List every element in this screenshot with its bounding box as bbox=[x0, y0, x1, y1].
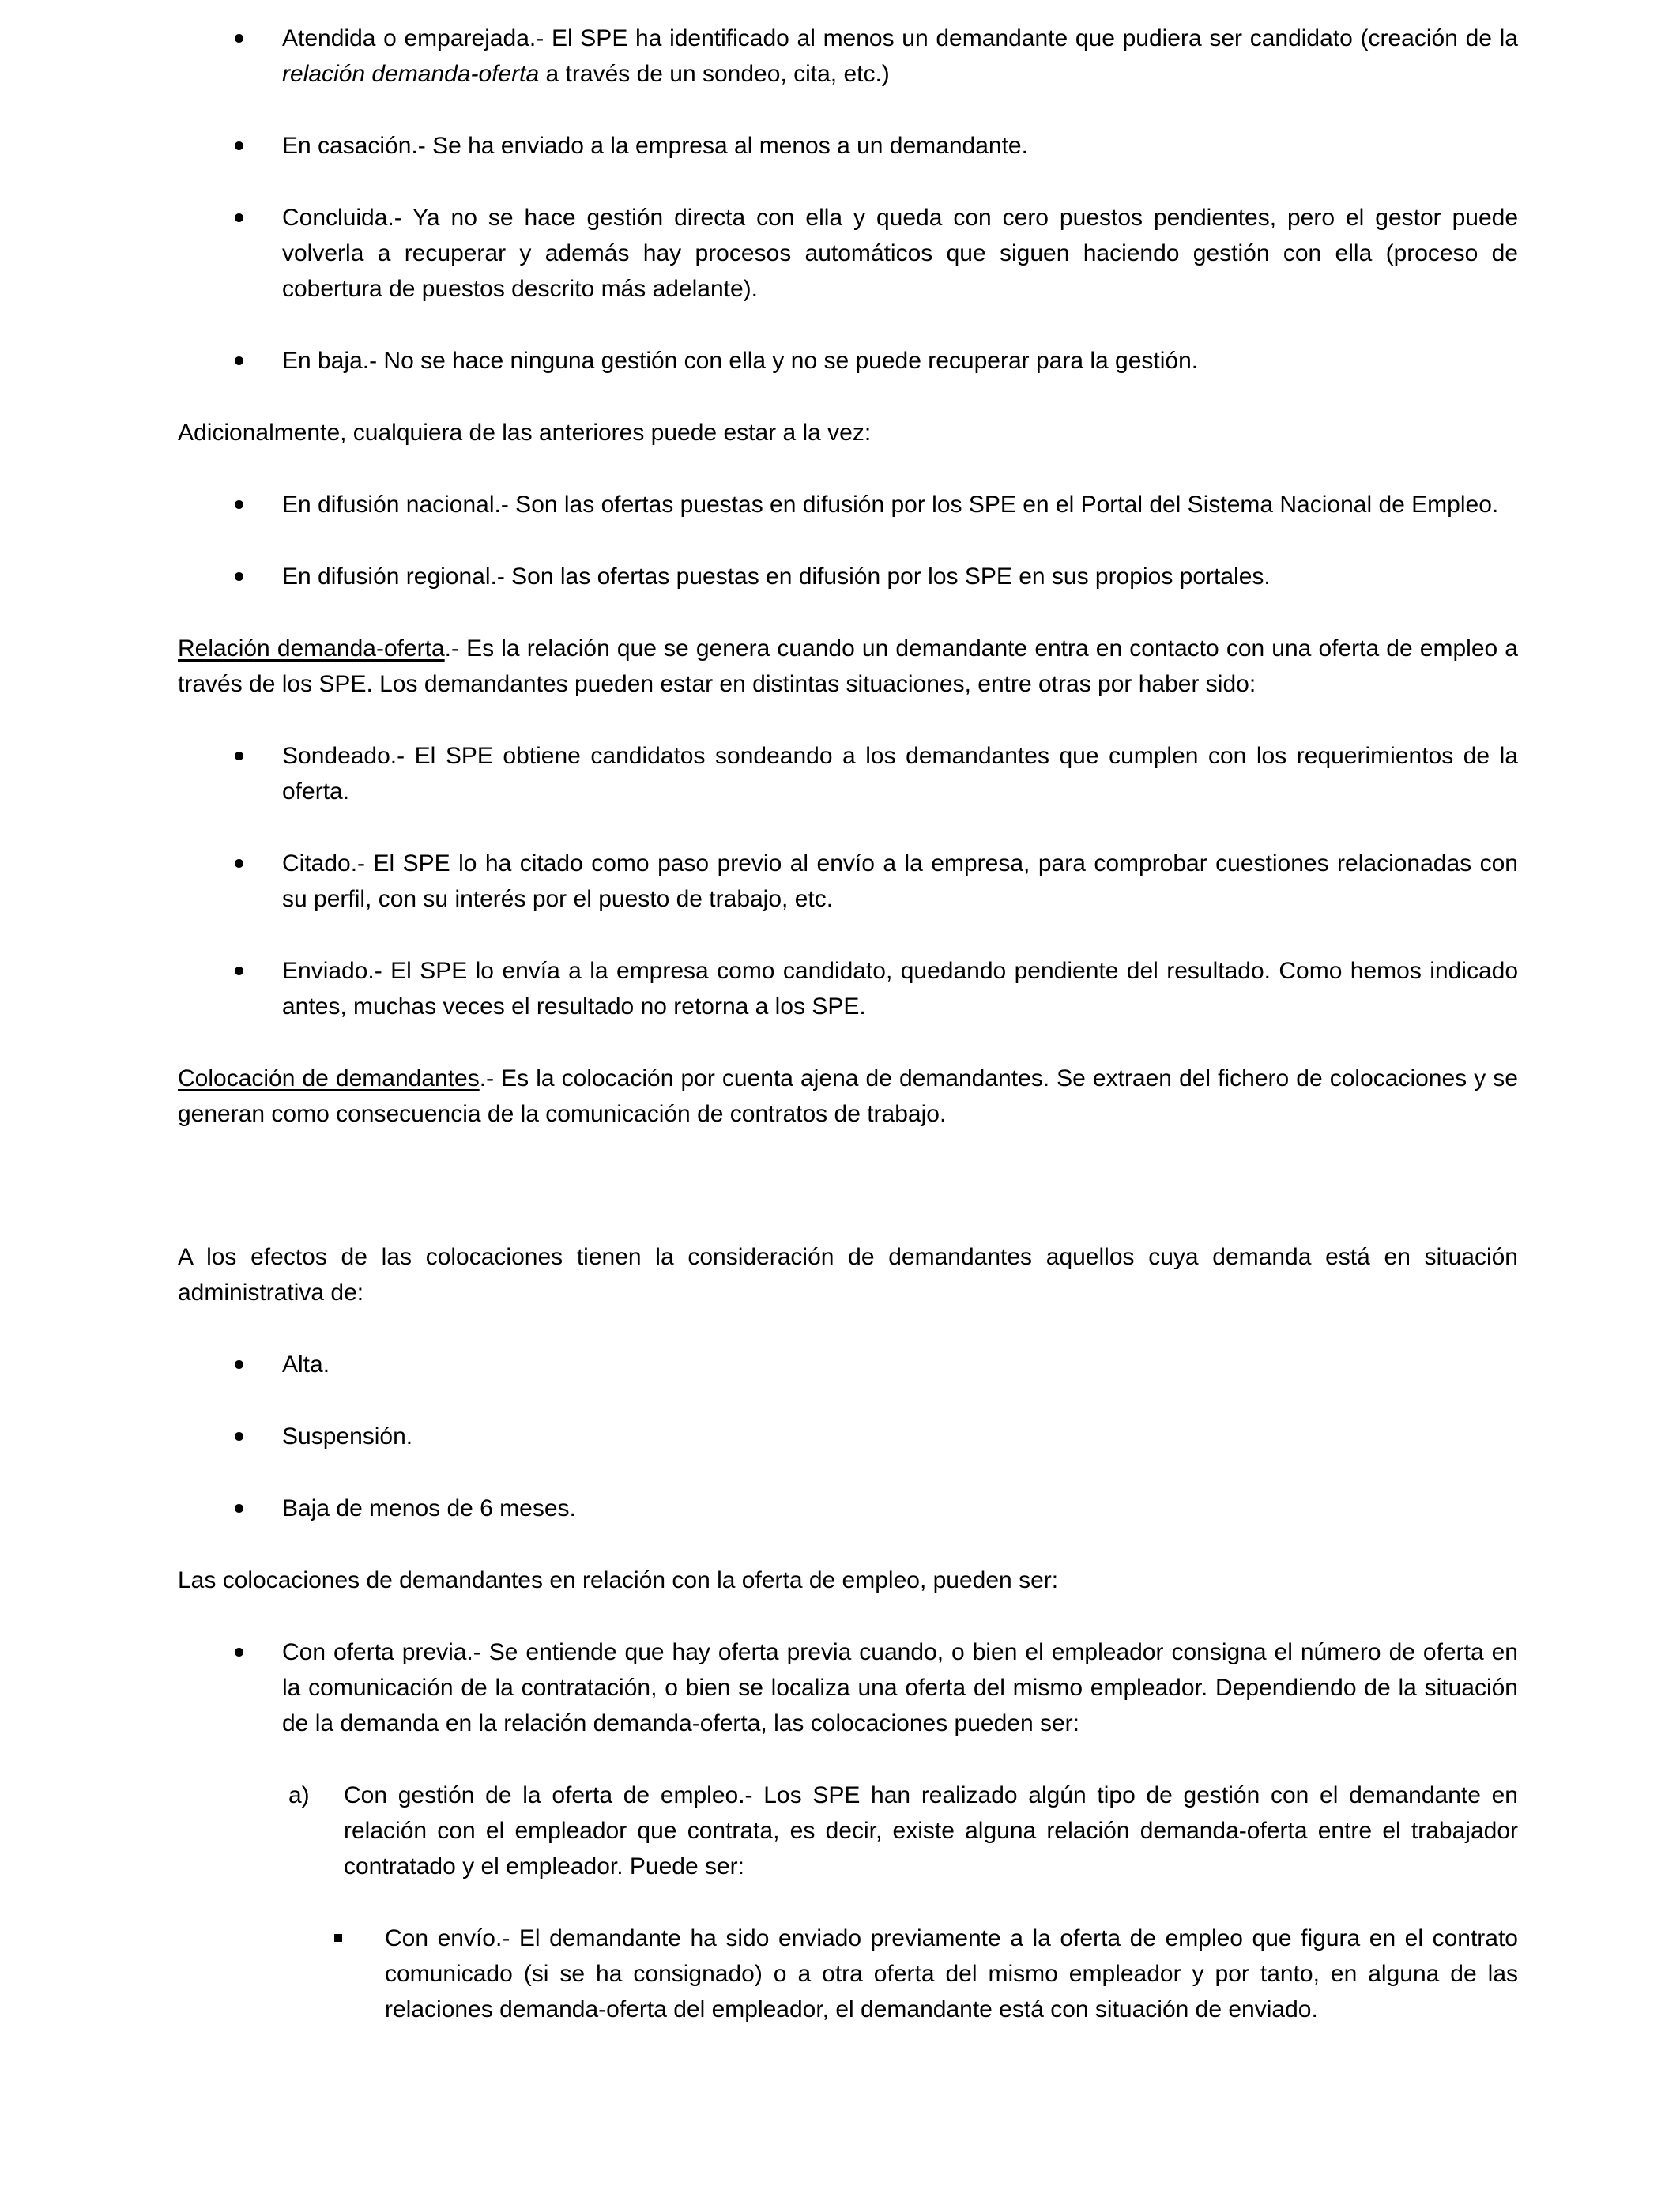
list-item-text: Alta. bbox=[282, 1351, 330, 1378]
list-item bbox=[178, 953, 1518, 1024]
bullet-icon bbox=[235, 572, 243, 581]
bullet-icon bbox=[235, 752, 243, 760]
list-item-text: Con gestión de la oferta de empleo.- Los SPE han realizado algún tipo de gestión con el demandante en relación con el empleador que contrata, es decir, existe alguna relación demanda-oferta entre el trabajador contratado y el empleador. Puede ser: bbox=[344, 1782, 1518, 1879]
list-item-text: Suspensión. bbox=[282, 1423, 413, 1449]
paragraph-adicional: Adicionalmente, cualquiera de las anteriores puede estar a la vez: bbox=[178, 420, 872, 446]
term-relacion: Relación demanda-oferta bbox=[178, 635, 445, 662]
bullet-icon bbox=[235, 500, 243, 509]
list-item bbox=[178, 738, 1518, 809]
list-item-text: Enviado.- El SPE lo envía a la empresa como candidato, quedando pendiente del resultado. Como hemos indicado antes, muchas veces el resultado no retorna a los SPE. bbox=[282, 958, 1518, 1020]
bullet-icon bbox=[235, 141, 243, 150]
list-item-text: Con envío.- El demandante ha sido enviado previamente a la oferta de empleo que figura en el contrato comunicado (si se ha consignado) o a otra oferta del mismo empleador y por tanto, en alguna de las relaciones demanda-oferta del empleador, el demandante está con situación de enviado. bbox=[385, 1925, 1518, 2022]
list-item bbox=[178, 21, 1518, 92]
list-item-text: En difusión nacional.- Son las ofertas puestas en difusión por los SPE en el Portal del Sistema Nacional de Empleo. bbox=[282, 492, 1499, 518]
paragraph-colocaciones: Las colocaciones de demandantes en relación con la oferta de empleo, pueden ser: bbox=[178, 1567, 1059, 1593]
list-item bbox=[178, 1777, 1518, 1884]
list-item bbox=[178, 846, 1518, 917]
bullet-icon bbox=[235, 1648, 243, 1657]
bullet-icon bbox=[235, 213, 243, 222]
offer-status-list bbox=[178, 21, 1518, 379]
list-item-text: En difusión regional.- Son las ofertas puestas en difusión por los SPE en sus propios portales. bbox=[282, 564, 1271, 590]
placement-type-list bbox=[178, 1634, 1518, 1741]
list-item-text: Con oferta previa.- Se entiende que hay oferta previa cuando, o bien el empleador consigna el número de oferta en la comunicación de la contratación, o bien se localiza una oferta del mismo empleador. Dependiendo de la situación de la demanda en la relación demanda-oferta, las colocaciones pueden ser: bbox=[282, 1639, 1518, 1736]
square-bullet-icon bbox=[334, 1934, 342, 1942]
bullet-icon bbox=[235, 967, 243, 975]
bullet-icon bbox=[235, 1432, 243, 1441]
list-item-text: En baja.- No se hace ninguna gestión con ella y no se puede recuperar para la gestión. bbox=[282, 348, 1199, 374]
list-item bbox=[178, 1347, 1518, 1382]
applicant-status-list bbox=[178, 738, 1518, 1024]
list-item bbox=[178, 1419, 1518, 1454]
list-item bbox=[178, 1491, 1518, 1526]
list-item-text: Baja de menos de 6 meses. bbox=[282, 1495, 576, 1521]
bullet-icon bbox=[235, 1504, 243, 1513]
list-item bbox=[178, 343, 1518, 379]
term-colocacion: Colocación de demandantes bbox=[178, 1065, 480, 1091]
list-item bbox=[178, 128, 1518, 164]
list-marker: a) bbox=[288, 1782, 310, 1808]
lettered-list bbox=[178, 1777, 1518, 1884]
list-item bbox=[178, 200, 1518, 307]
list-item-text: Sondeado.- El SPE obtiene candidatos sondeando a los demandantes que cumplen con los requerimientos de la oferta. bbox=[282, 743, 1518, 805]
emphasis-text: relación demanda-oferta bbox=[282, 61, 540, 87]
list-item-text: Concluida.- Ya no se hace gestión directa con ella y queda con cero puestos pendientes, pero el gestor puede volverla a recuperar y además hay procesos automáticos que siguen haciendo gestión con ella (proceso de cobertura de puestos descrito más adelante). bbox=[282, 205, 1518, 302]
list-item bbox=[178, 1634, 1518, 1741]
bullet-icon bbox=[235, 356, 243, 365]
spacer bbox=[178, 1168, 1518, 1239]
bullet-icon bbox=[235, 859, 243, 868]
paragraph-efectos: A los efectos de las colocaciones tienen la consideración de demandantes aquellos cuya demanda está en situación administrativa de: bbox=[178, 1244, 1518, 1306]
bullet-icon bbox=[235, 34, 243, 43]
paragraph-relacion: Relación demanda-oferta.- Es la relación que se genera cuando un demandante entra en contacto con una oferta de empleo a través de los SPE. Los demandantes pueden estar en distintas situaciones, entre otras por haber sido: bbox=[178, 635, 1518, 697]
list-item bbox=[178, 559, 1518, 594]
paragraph-colocacion: Colocación de demandantes.- Es la colocación por cuenta ajena de demandantes. Se extraen del fichero de colocaciones y se generan como consecuencia de la comunicación de contratos de trabajo. bbox=[178, 1065, 1518, 1127]
list-item-text: En casación.- Se ha enviado a la empresa al menos a un demandante. bbox=[282, 133, 1028, 159]
list-item-text: Citado.- El SPE lo ha citado como paso previo al envío a la empresa, para comprobar cuestiones relacionadas con su perfil, con su interés por el puesto de trabajo, etc. bbox=[282, 850, 1518, 912]
list-item-text: Atendida o emparejada.- El SPE ha identificado al menos un demandante que pudiera ser candidato (creación de la relación demanda-oferta a través de un sondeo, cita, etc.) bbox=[282, 25, 1518, 87]
list-item bbox=[178, 487, 1518, 522]
list-item bbox=[178, 1921, 1518, 2027]
diffusion-list bbox=[178, 487, 1518, 594]
administrative-status-list bbox=[178, 1347, 1518, 1526]
square-bullet-list bbox=[178, 1921, 1518, 2027]
bullet-icon bbox=[235, 1360, 243, 1369]
